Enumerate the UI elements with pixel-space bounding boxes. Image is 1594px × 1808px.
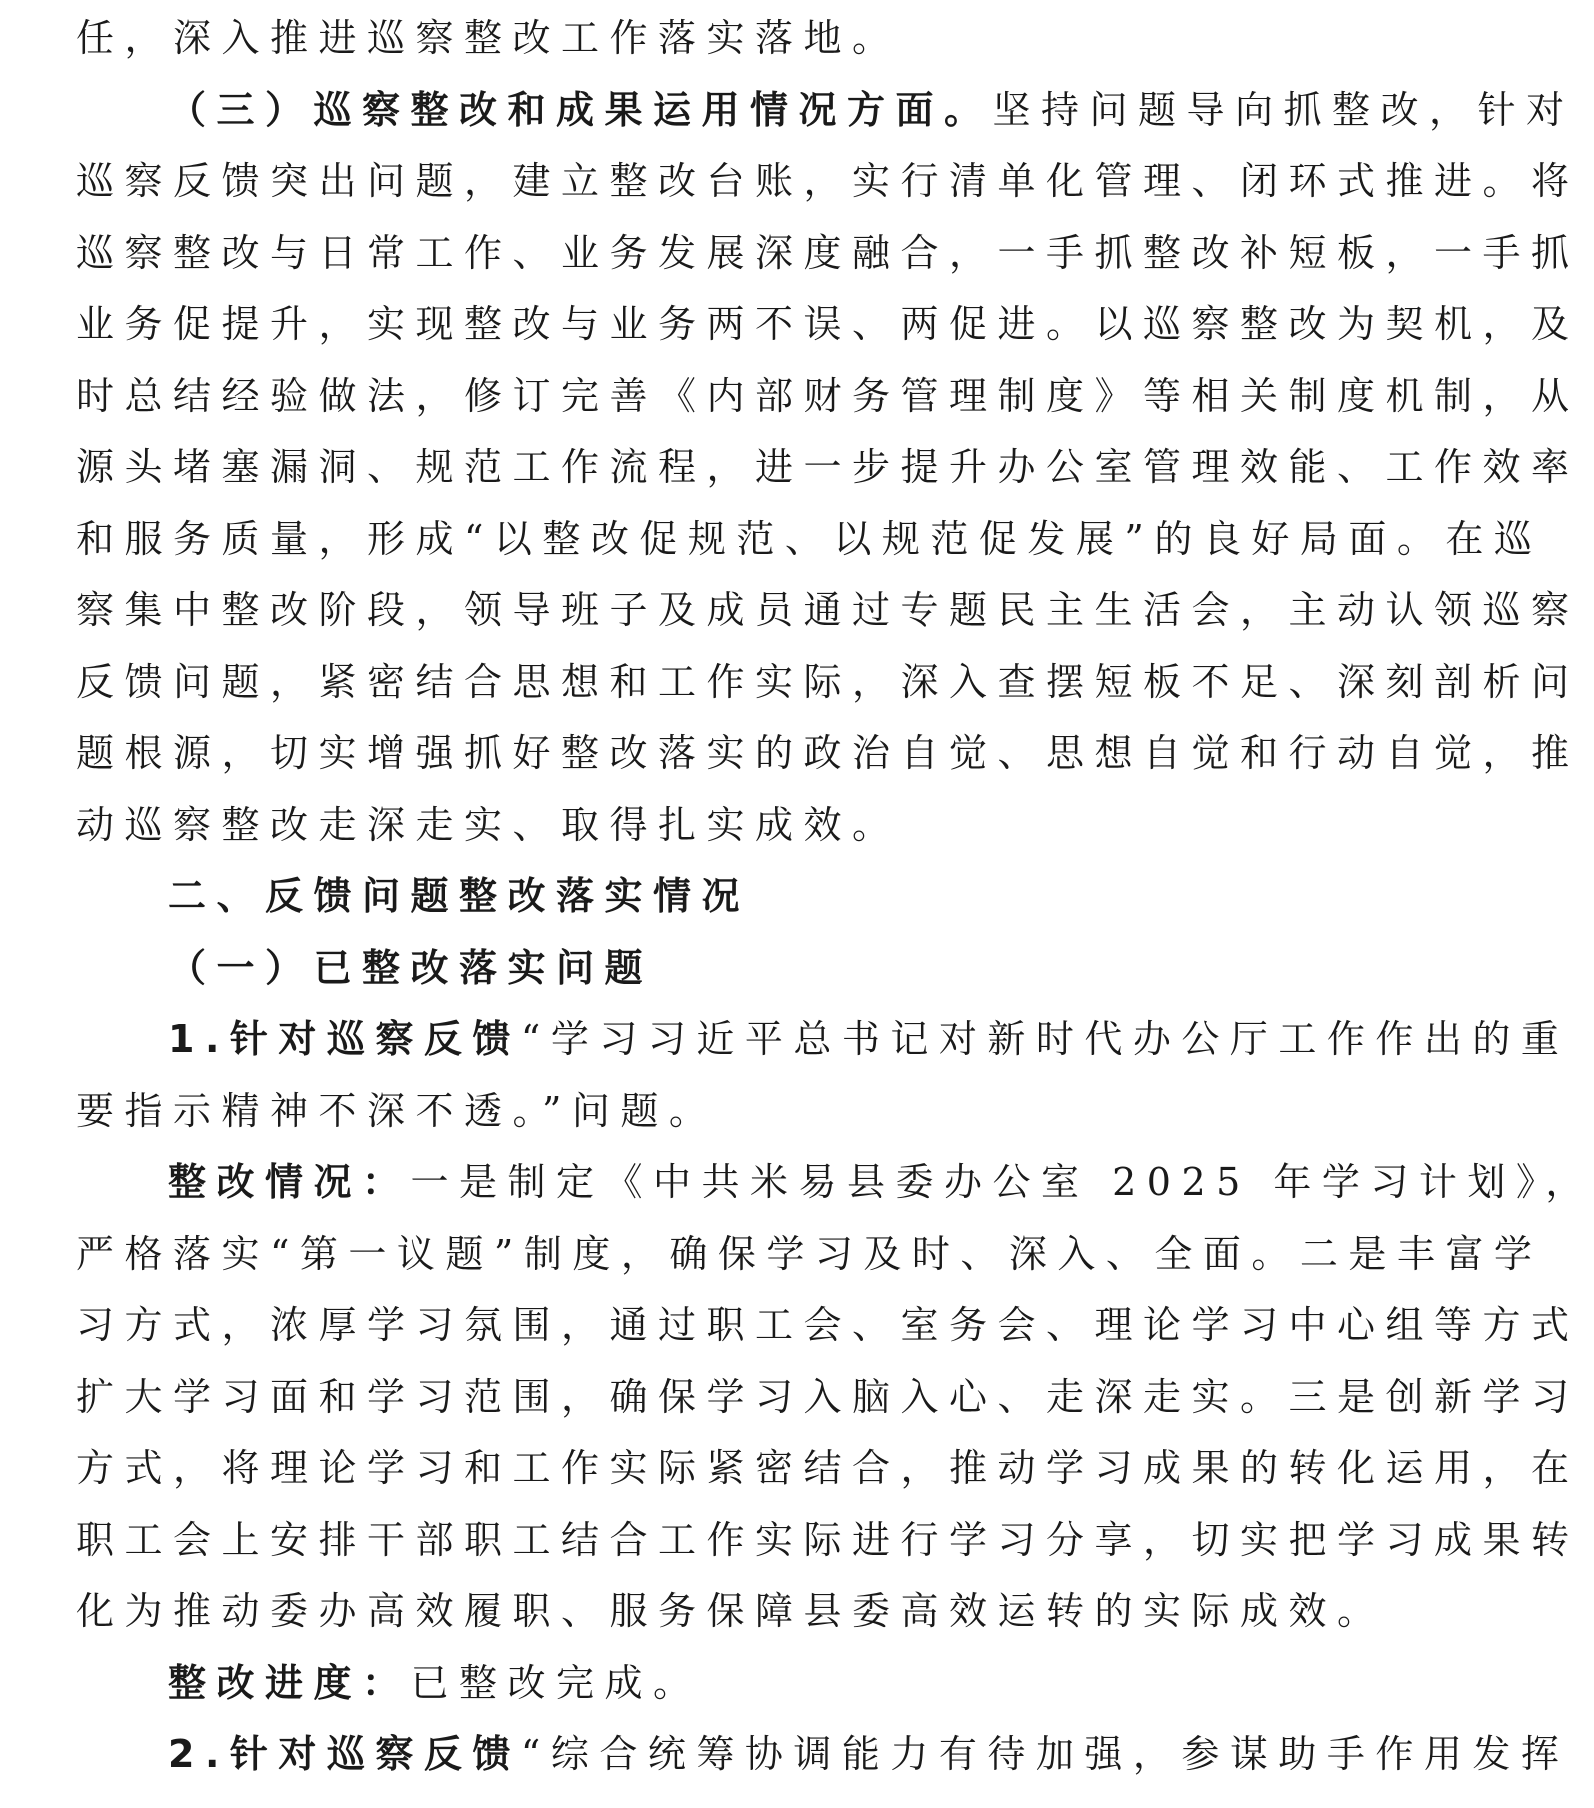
item1-status-line-2: 严格落实“第一议题”制度，确保学习及时、深入、全面。二是丰富学 bbox=[76, 1231, 1543, 1276]
para1-line-7: 和服务质量，形成“以整改促规范、以规范促发展”的良好局面。在巡 bbox=[76, 516, 1543, 561]
progress-label: 整改进度： bbox=[168, 1660, 411, 1705]
para1-line-8: 察集中整改阶段，领导班子及成员通过专题民主生活会，主动认领巡察 bbox=[76, 588, 1580, 632]
item1-status-line-4: 扩大学习面和学习范围，确保学习入脑入心、走深走实。三是创新学习 bbox=[76, 1374, 1580, 1419]
item1-status-line-6: 职工会上安排干部职工结合工作实际进行学习分享，切实把学习成果转 bbox=[76, 1517, 1580, 1562]
para1-line-10: 题根源，切实增强抓好整改落实的政治自觉、思想自觉和行动自觉，推 bbox=[76, 731, 1580, 775]
progress-value: 已整改完成。 bbox=[410, 1660, 702, 1705]
item1-status-line-1 bbox=[76, 1147, 1594, 1219]
item2-text: “综合统筹协调能力有待加强，参谋助手作用发挥 bbox=[520, 1732, 1570, 1776]
item1-status-line-3: 习方式，浓厚学习氛围，通过职工会、室务会、理论学习中心组等方式 bbox=[76, 1303, 1580, 1347]
para1-text: 坚持问题导向抓整改，针对 bbox=[992, 87, 1575, 132]
status-label: 整改情况： bbox=[168, 1160, 411, 1204]
item1-line-1 bbox=[76, 1004, 1570, 1076]
item2-lead: 2.针对巡察反馈 bbox=[168, 1732, 521, 1776]
item1-lead: 1.针对巡察反馈 bbox=[168, 1017, 521, 1061]
item1-status-line-7: 化为推动委办高效履职、服务保障县委高效运转的实际成效。 bbox=[76, 1589, 1386, 1633]
para1-line-5: 时总结经验做法，修订完善《内部财务管理制度》等相关制度机制，从 bbox=[76, 373, 1580, 418]
item1-progress-line bbox=[76, 1648, 1475, 1720]
para1-line-6: 源头堵塞漏洞、规范工作流程，进一步提升办公室管理效能、工作效率 bbox=[76, 445, 1580, 489]
para1-line-9: 反馈问题，紧密结合思想和工作实际，深入查摆短板不足、深刻剖析问 bbox=[76, 659, 1580, 704]
item1-text: “学习习近平总书记对新时代办公厅工作作出的重 bbox=[520, 1017, 1570, 1061]
section-heading-2: 二、反馈问题整改落实情况 bbox=[168, 874, 751, 918]
para1-line-11: 动巡察整改走深走实、取得扎实成效。 bbox=[76, 802, 901, 847]
para1-line-1 bbox=[76, 75, 1575, 147]
item1-status-line-5: 方式，将理论学习和工作实际紧密结合，推动学习成果的转化运用，在 bbox=[76, 1446, 1580, 1490]
para1-line-3: 巡察整改与日常工作、业务发展深度融合，一手抓整改补短板，一手抓 bbox=[76, 230, 1580, 275]
subsection-heading-1: （一）已整改落实问题 bbox=[168, 945, 654, 990]
item2-line-1 bbox=[76, 1719, 1570, 1791]
item1-line-2: 要指示精神不深不透。”问题。 bbox=[76, 1088, 718, 1133]
para1-line-4: 业务促提升，实现整改与业务两不误、两促进。以巡察整改为契机，及 bbox=[76, 302, 1580, 346]
status-text: 一是制定《中共米易县委办公室 2025 年学习计划》， bbox=[410, 1160, 1594, 1204]
para0-line-1: 任，深入推进巡察整改工作落实落地。 bbox=[76, 16, 901, 60]
para1-lead: （三）巡察整改和成果运用情况方面。 bbox=[168, 87, 993, 132]
para1-line-2: 巡察反馈突出问题，建立整改台账，实行清单化管理、闭环式推进。将 bbox=[76, 159, 1580, 203]
